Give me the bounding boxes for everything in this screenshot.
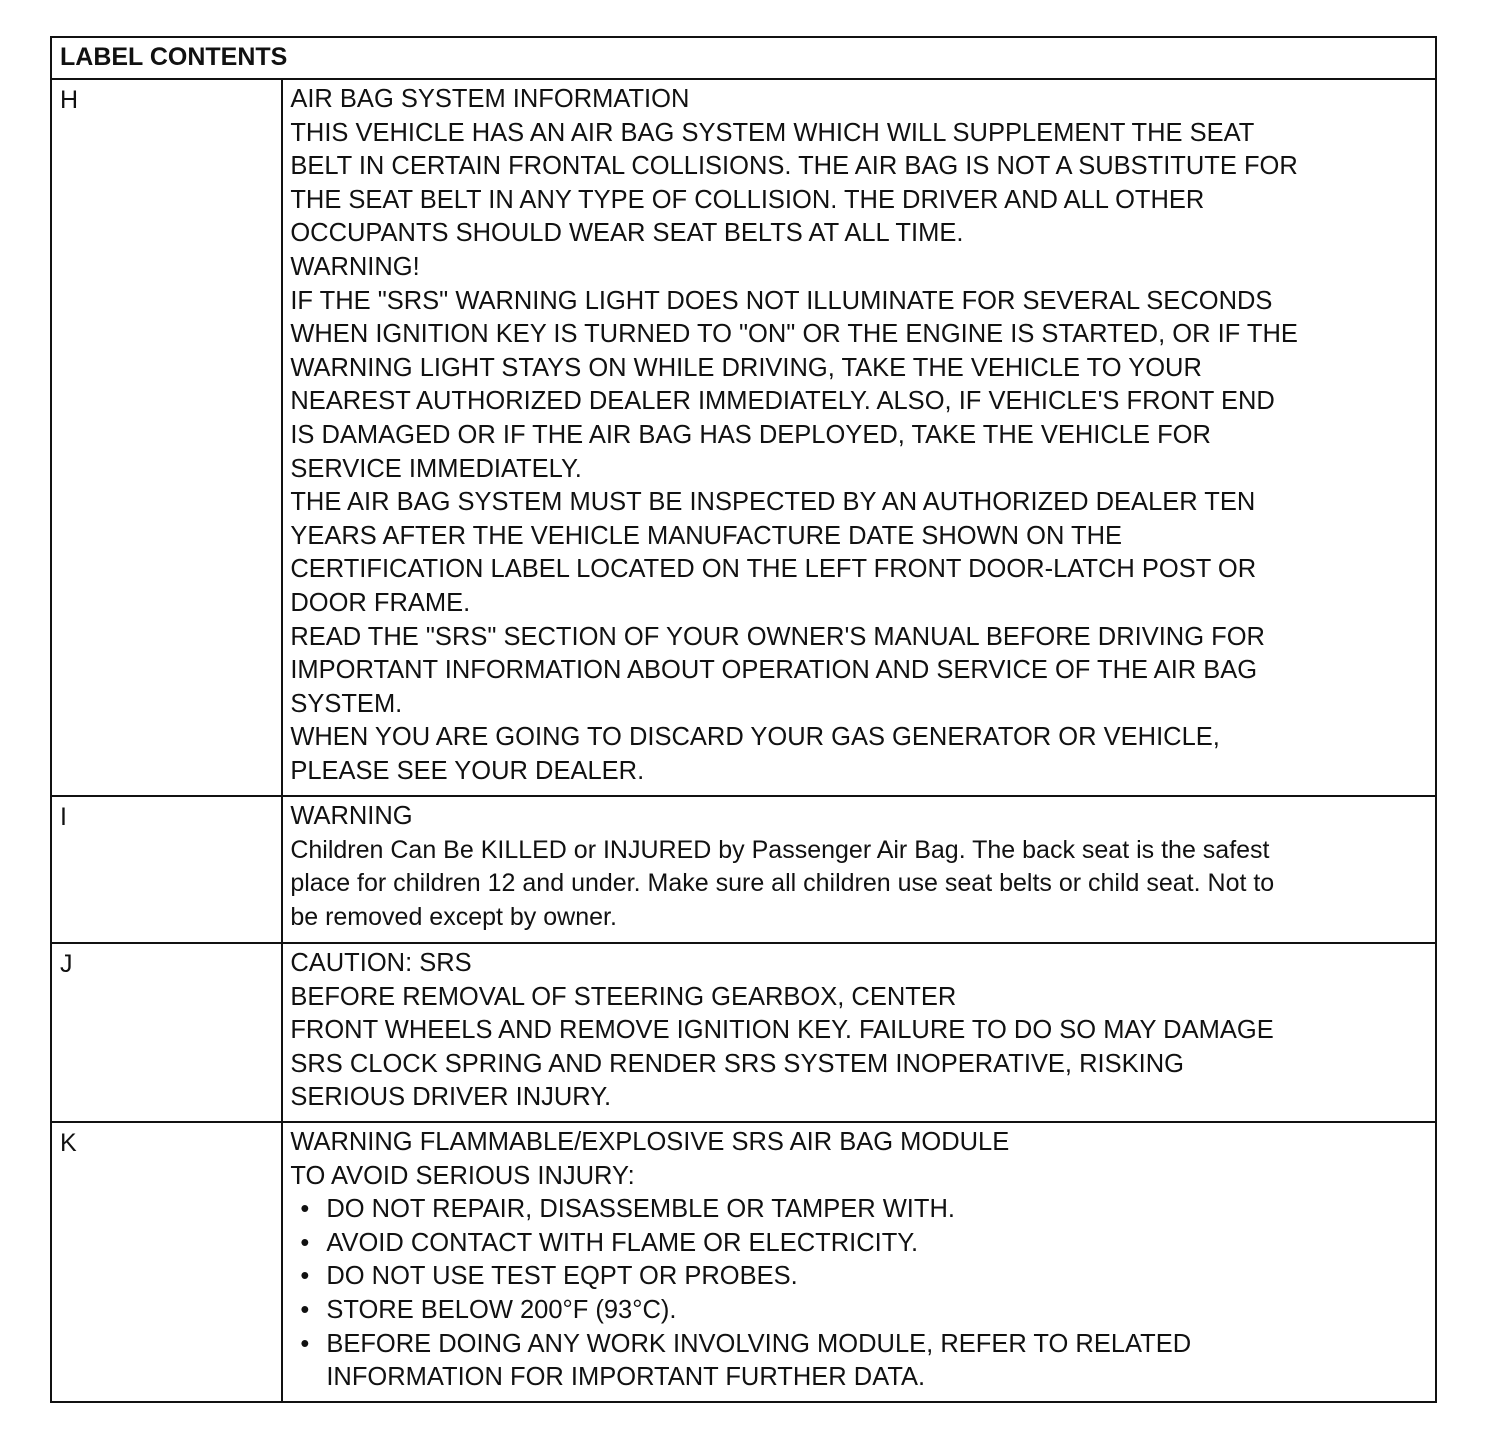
text-line: place for children 12 and under. Make sure all children use seat belts or child seat. Not to xyxy=(290,869,1275,898)
text-line: INFORMATION FOR IMPORTANT FURTHER DATA. xyxy=(326,1363,926,1392)
label-code-i: I xyxy=(51,796,282,943)
text-line: SERVICE IMMEDIATELY. xyxy=(290,454,582,483)
bullet-icon: • xyxy=(300,1228,310,1257)
text-line: Children Can Be KILLED or INJURED by Passenger Air Bag. The back seat is the safest xyxy=(290,835,1270,864)
label-code-j: J xyxy=(51,943,282,1122)
text-line: THE AIR BAG SYSTEM MUST BE INSPECTED BY AN AUTHORIZED DEALER TEN xyxy=(290,488,1256,517)
text-line: THIS VEHICLE HAS AN AIR BAG SYSTEM WHICH WILL SUPPLEMENT THE SEAT xyxy=(290,118,1255,147)
text-line: WARNING FLAMMABLE/EXPLOSIVE SRS AIR BAG MODULE xyxy=(290,1127,1010,1156)
text-line: IS DAMAGED OR IF THE AIR BAG HAS DEPLOYED, TAKE THE VEHICLE FOR xyxy=(290,420,1211,449)
text-line: FRONT WHEELS AND REMOVE IGNITION KEY. FAILURE TO DO SO MAY DAMAGE xyxy=(290,1016,1274,1045)
text-line: DOOR FRAME. xyxy=(290,588,471,617)
text-line: CAUTION: SRS xyxy=(290,949,472,977)
text-line: PLEASE SEE YOUR DEALER. xyxy=(290,756,645,785)
label-content-j xyxy=(282,943,1436,1122)
list-item xyxy=(290,1227,1429,1261)
table-row-k xyxy=(51,1122,1436,1402)
list-item xyxy=(290,1193,1429,1227)
label-content-h xyxy=(282,79,1436,796)
text-line: OCCUPANTS SHOULD WEAR SEAT BELTS AT ALL TIME. xyxy=(290,219,964,248)
text-line: WARNING LIGHT STAYS ON WHILE DRIVING, TAKE THE VEHICLE TO YOUR xyxy=(290,353,1202,382)
bullet-icon: • xyxy=(300,1195,310,1224)
table-row-h xyxy=(51,79,1436,796)
text-line: READ THE "SRS" SECTION OF YOUR OWNER'S MANUAL BEFORE DRIVING FOR xyxy=(290,622,1265,651)
label-code-h: H xyxy=(51,79,282,796)
text-line: SRS CLOCK SPRING AND RENDER SRS SYSTEM INOPERATIVE, RISKING xyxy=(290,1049,1184,1078)
text-line: IF THE "SRS" WARNING LIGHT DOES NOT ILLUMINATE FOR SEVERAL SECONDS xyxy=(290,286,1273,315)
text-line: BEFORE REMOVAL OF STEERING GEARBOX, CENTER xyxy=(290,982,957,1011)
text-line: WARNING! xyxy=(290,252,420,281)
text-line: IMPORTANT INFORMATION ABOUT OPERATION AND SERVICE OF THE AIR BAG xyxy=(290,656,1258,685)
bullet-list xyxy=(290,1193,1429,1395)
label-contents-table xyxy=(50,36,1437,1403)
bullet-icon: • xyxy=(300,1262,310,1291)
bullet-icon: • xyxy=(300,1295,310,1324)
text-line: WHEN IGNITION KEY IS TURNED TO "ON" OR THE ENGINE IS STARTED, OR IF THE xyxy=(290,320,1298,349)
text-line: TO AVOID SERIOUS INJURY: xyxy=(290,1161,635,1190)
label-content-k xyxy=(282,1122,1436,1402)
table-row-j xyxy=(51,943,1436,1122)
list-item xyxy=(290,1260,1429,1294)
label-code-k: K xyxy=(51,1122,282,1402)
text-line: BEFORE DOING ANY WORK INVOLVING MODULE, REFER TO RELATED xyxy=(326,1329,1192,1358)
text-line: DO NOT REPAIR, DISASSEMBLE OR TAMPER WITH. xyxy=(326,1195,955,1224)
text-line: be removed except by owner. xyxy=(290,902,617,931)
text-line: SERIOUS DRIVER INJURY. xyxy=(290,1083,612,1112)
text-line: YEARS AFTER THE VEHICLE MANUFACTURE DATE SHOWN ON THE xyxy=(290,521,1123,550)
bullet-icon: • xyxy=(300,1329,310,1358)
list-item xyxy=(290,1294,1429,1328)
text-line: BELT IN CERTAIN FRONTAL COLLISIONS. THE AIR BAG IS NOT A SUBSTITUTE FOR xyxy=(290,152,1298,181)
text-line: THE SEAT BELT IN ANY TYPE OF COLLISION. THE DRIVER AND ALL OTHER xyxy=(290,185,1205,214)
text-line: WHEN YOU ARE GOING TO DISCARD YOUR GAS GENERATOR OR VEHICLE, xyxy=(290,723,1220,752)
text-line: AIR BAG SYSTEM INFORMATION xyxy=(290,85,690,113)
table-row-i xyxy=(51,796,1436,943)
text-line: AVOID CONTACT WITH FLAME OR ELECTRICITY. xyxy=(326,1228,919,1257)
table-header: LABEL CONTENTS xyxy=(51,37,1436,79)
table-header-row xyxy=(51,37,1436,79)
text-line: NEAREST AUTHORIZED DEALER IMMEDIATELY. ALSO, IF VEHICLE'S FRONT END xyxy=(290,387,1275,416)
text-line: STORE BELOW 200°F (93°C). xyxy=(326,1295,677,1324)
text-line: DO NOT USE TEST EQPT OR PROBES. xyxy=(326,1262,798,1291)
text-line: SYSTEM. xyxy=(290,689,403,718)
text-line: CERTIFICATION LABEL LOCATED ON THE LEFT FRONT DOOR-LATCH POST OR xyxy=(290,555,1257,584)
list-item xyxy=(290,1328,1429,1395)
text-line: WARNING xyxy=(290,802,413,830)
label-content-i xyxy=(282,796,1436,943)
